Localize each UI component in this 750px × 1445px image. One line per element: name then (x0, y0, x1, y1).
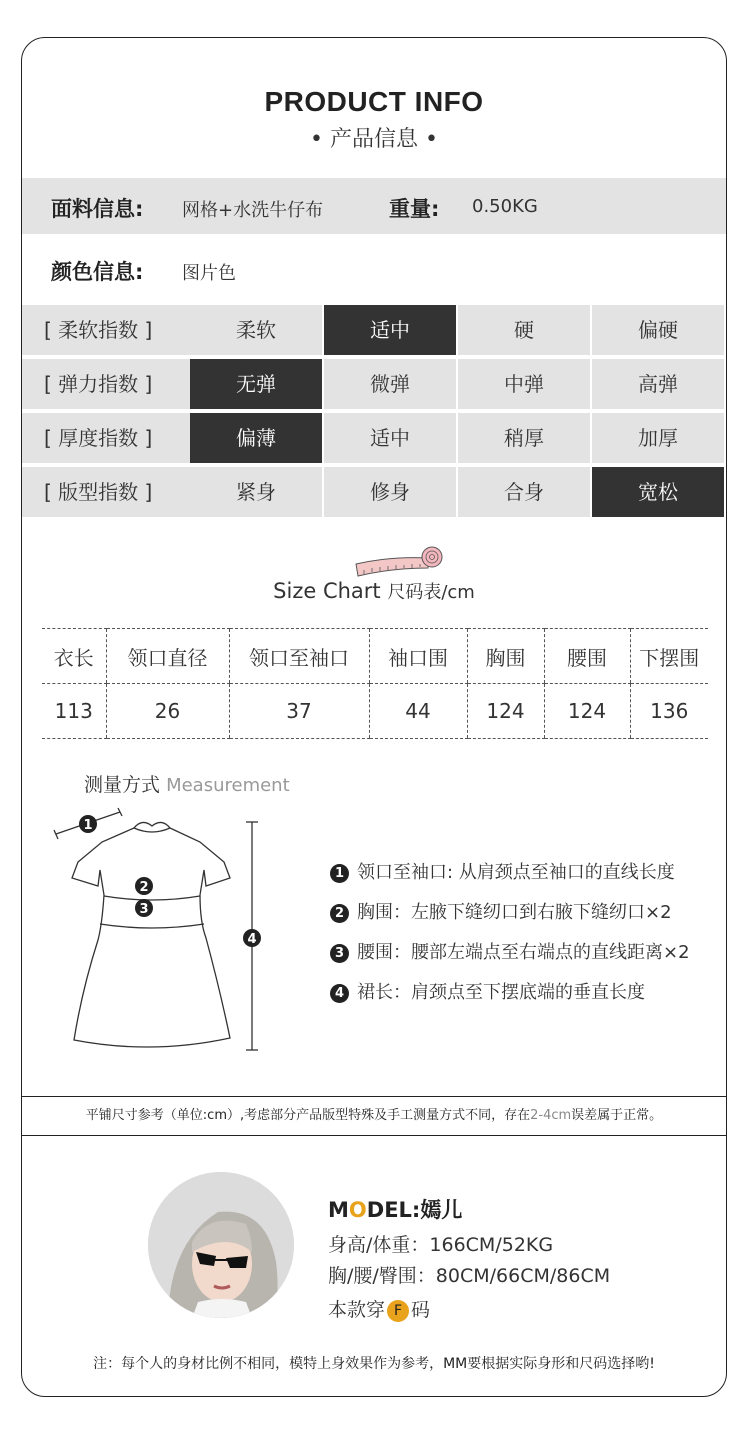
index-option-selected: 适中 (324, 305, 456, 355)
index-option: 微弹 (324, 359, 456, 409)
index-row (22, 305, 726, 355)
note-text: 平铺尺寸参考（单位:cm）,考虑部分产品版型特殊及手工测量方式不同，存在 (85, 1108, 531, 1123)
color-band (22, 238, 726, 300)
legend-text: 腰围：腰部左端点至右端点的直线距离×2 (357, 942, 690, 963)
legend-item-3 (330, 938, 690, 964)
size-header-cell: 腰围 (544, 629, 630, 684)
legend-item-1 (330, 858, 675, 884)
size-value-cell: 37 (229, 684, 369, 739)
title-cn: • 产品信息 • (310, 127, 438, 152)
index-option: 加厚 (592, 413, 724, 463)
weight-label: 重量: (389, 197, 440, 221)
wear-prefix: 本款穿 (328, 1299, 386, 1321)
size-value-row (42, 684, 708, 739)
size-value-cell: 113 (42, 684, 106, 739)
index-option: 修身 (324, 467, 456, 517)
index-option-selected: 无弹 (190, 359, 322, 409)
model-note: 注：每个人的身材比例不相同，模特上身效果作为参考，MM要根据实际身形和尺码选择哟! (93, 1356, 655, 1372)
model-avatar (148, 1172, 294, 1318)
svg-text:1: 1 (83, 818, 93, 833)
size-value-cell: 136 (630, 684, 708, 739)
size-header-cell: 袖口围 (369, 629, 467, 684)
model-height-weight: 身高/体重：166CM/52KG (328, 1234, 554, 1256)
index-option-selected: 偏薄 (190, 413, 322, 463)
legend-text: 裙长：肩颈点至下摆底端的垂直长度 (357, 982, 645, 1003)
legend-number: 4 (330, 984, 349, 1003)
index-row (22, 467, 726, 517)
index-name: [ 版型指数 ] (22, 467, 190, 517)
note-highlight: 2-4cm (530, 1108, 572, 1123)
legend-item-4 (330, 978, 645, 1004)
note-text-end: 误差属于正常。 (571, 1108, 663, 1123)
color-value: 图片色 (182, 263, 236, 284)
title-en: PRODUCT INFO (264, 86, 484, 117)
index-option: 中弹 (458, 359, 590, 409)
tape-measure-icon (352, 546, 447, 578)
index-row (22, 413, 726, 463)
measurement-title (84, 770, 290, 797)
index-name: [ 弹力指数 ] (22, 359, 190, 409)
svg-text:2: 2 (139, 880, 149, 895)
index-name: [ 厚度指数 ] (22, 413, 190, 463)
index-option: 紧身 (190, 467, 322, 517)
size-badge: F (387, 1300, 409, 1322)
index-option: 偏硬 (592, 305, 724, 355)
size-chart-title-en: Size Chart (273, 579, 381, 603)
svg-text:4: 4 (247, 932, 257, 947)
model-head-o: O (348, 1198, 367, 1222)
index-option: 适中 (324, 413, 456, 463)
color-label: 颜色信息: (51, 260, 144, 284)
size-value-cell: 124 (467, 684, 544, 739)
legend-number: 2 (330, 904, 349, 923)
index-option: 稍厚 (458, 413, 590, 463)
fabric-label: 面料信息: (51, 197, 144, 221)
size-value-cell: 44 (369, 684, 467, 739)
legend-text: 领口至袖口: 从肩颈点至袖口的直线长度 (357, 862, 675, 883)
model-bwh: 胸/腰/臀围：80CM/66CM/86CM (328, 1265, 611, 1287)
index-option: 合身 (458, 467, 590, 517)
index-option-selected: 宽松 (592, 467, 724, 517)
model-wear-size (328, 1295, 430, 1322)
fabric-band (22, 178, 726, 234)
size-value-cell: 124 (544, 684, 630, 739)
wear-suffix: 码 (411, 1299, 431, 1321)
size-chart-title (22, 578, 726, 604)
size-header-cell: 胸围 (467, 629, 544, 684)
size-header-cell: 衣长 (42, 629, 106, 684)
legend-text: 胸围：左腋下缝纫口到右腋下缝纫口×2 (357, 902, 672, 923)
svg-text:3: 3 (139, 902, 149, 917)
size-header-row (42, 629, 708, 684)
legend-item-2 (330, 898, 672, 924)
index-row (22, 359, 726, 409)
size-table (42, 628, 708, 739)
size-header-cell: 领口直径 (106, 629, 229, 684)
model-head-m: M (328, 1198, 349, 1222)
product-info-card (21, 37, 727, 1397)
legend-number: 1 (330, 864, 349, 883)
weight-value: 0.50KG (472, 196, 538, 217)
fabric-value: 网格+水洗牛仔布 (182, 200, 324, 221)
size-header-cell: 领口至袖口 (229, 629, 369, 684)
legend-number: 3 (330, 944, 349, 963)
size-value-cell: 26 (106, 684, 229, 739)
model-photo (148, 1172, 294, 1318)
index-name: [ 柔软指数 ] (22, 305, 190, 355)
measurement-title-en: Measurement (166, 775, 290, 796)
dress-diagram (42, 800, 272, 1060)
index-option: 柔软 (190, 305, 322, 355)
measurement-title-cn: 测量方式 (84, 774, 161, 796)
model-head-d: D (366, 1198, 385, 1222)
size-header-cell: 下摆围 (630, 629, 708, 684)
measurement-note (22, 1096, 726, 1136)
index-option: 硬 (458, 305, 590, 355)
size-chart-title-cn: 尺码表/cm (387, 582, 475, 603)
model-name (328, 1194, 462, 1224)
model-head-rest: EL:嫣儿 (384, 1198, 463, 1222)
index-option: 高弹 (592, 359, 724, 409)
